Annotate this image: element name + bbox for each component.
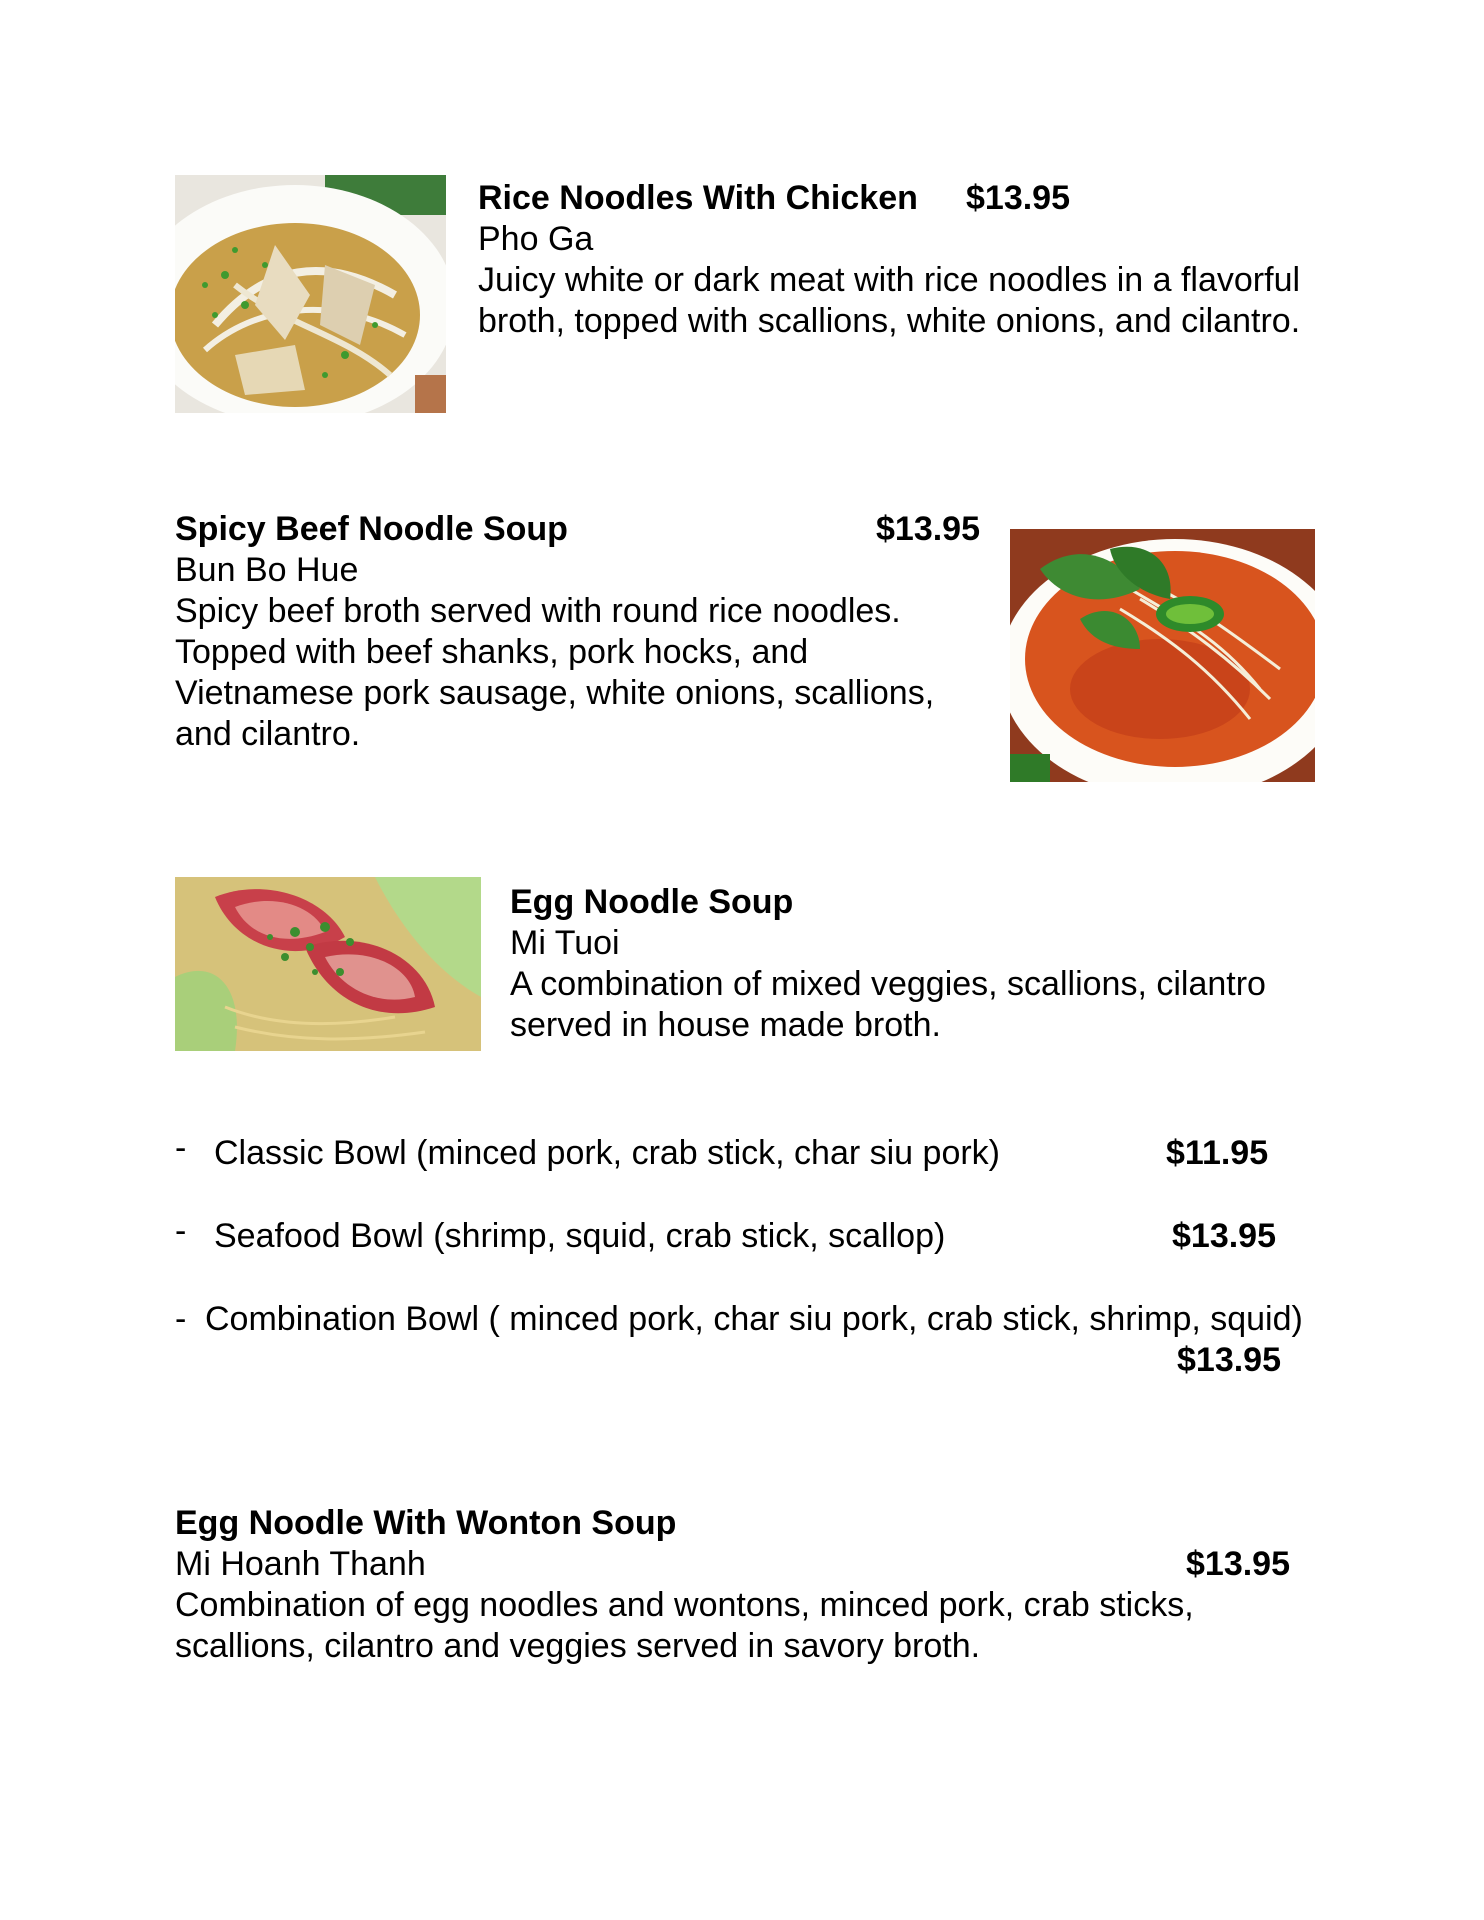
- chicken-pho-image: [175, 175, 446, 413]
- option-price: $11.95: [1166, 1134, 1269, 1172]
- option-price: $13.95: [1177, 1341, 1281, 1379]
- item-subtitle: Mi Tuoi: [510, 924, 620, 962]
- item-price: $13.95: [966, 179, 1070, 217]
- egg-noodle-soup-photo: [175, 877, 481, 1051]
- chicken-pho-photo: [175, 175, 446, 413]
- option-dash: -: [175, 1212, 187, 1250]
- egg-noodle-soup-image: [175, 877, 481, 1051]
- item-description: Spicy beef broth served with round rice noodles. Topped with beef shanks, pork hocks, and Vietnamese pork sausage, white onions, scallions, and cilantro.: [175, 592, 935, 753]
- item-title: Egg Noodle Soup: [510, 883, 794, 921]
- option-label: Seafood Bowl (shrimp, squid, crab stick, scallop): [214, 1217, 946, 1255]
- item-subtitle: Bun Bo Hue: [175, 551, 359, 589]
- bun-bo-hue-photo: [1010, 529, 1315, 782]
- item-price: $13.95: [876, 510, 980, 548]
- option-price: $13.95: [1172, 1217, 1276, 1255]
- item-price: $13.95: [1186, 1545, 1290, 1583]
- option-dash: -: [175, 1300, 187, 1338]
- item-title: Spicy Beef Noodle Soup: [175, 510, 568, 548]
- item-description: A combination of mixed veggies, scallions, cilantro served in house made broth.: [510, 965, 1266, 1044]
- item-subtitle: Mi Hoanh Thanh: [175, 1545, 426, 1583]
- option-dash: -: [175, 1129, 187, 1167]
- item-title: Rice Noodles With Chicken: [478, 179, 918, 217]
- option-label: Classic Bowl (minced pork, crab stick, char siu pork): [214, 1134, 1001, 1172]
- item-subtitle: Pho Ga: [478, 220, 594, 258]
- item-description: Combination of egg noodles and wontons, minced pork, crab sticks, scallions, cilantro and veggies served in savory broth.: [175, 1586, 1194, 1665]
- item-title: Egg Noodle With Wonton Soup: [175, 1504, 677, 1542]
- option-label: Combination Bowl ( minced pork, char siu pork, crab stick, shrimp, squid): [205, 1300, 1303, 1338]
- bun-bo-hue-image: [1010, 529, 1315, 782]
- item-description: Juicy white or dark meat with rice noodles in a flavorful broth, topped with scallions, white onions, and cilantro.: [478, 261, 1301, 340]
